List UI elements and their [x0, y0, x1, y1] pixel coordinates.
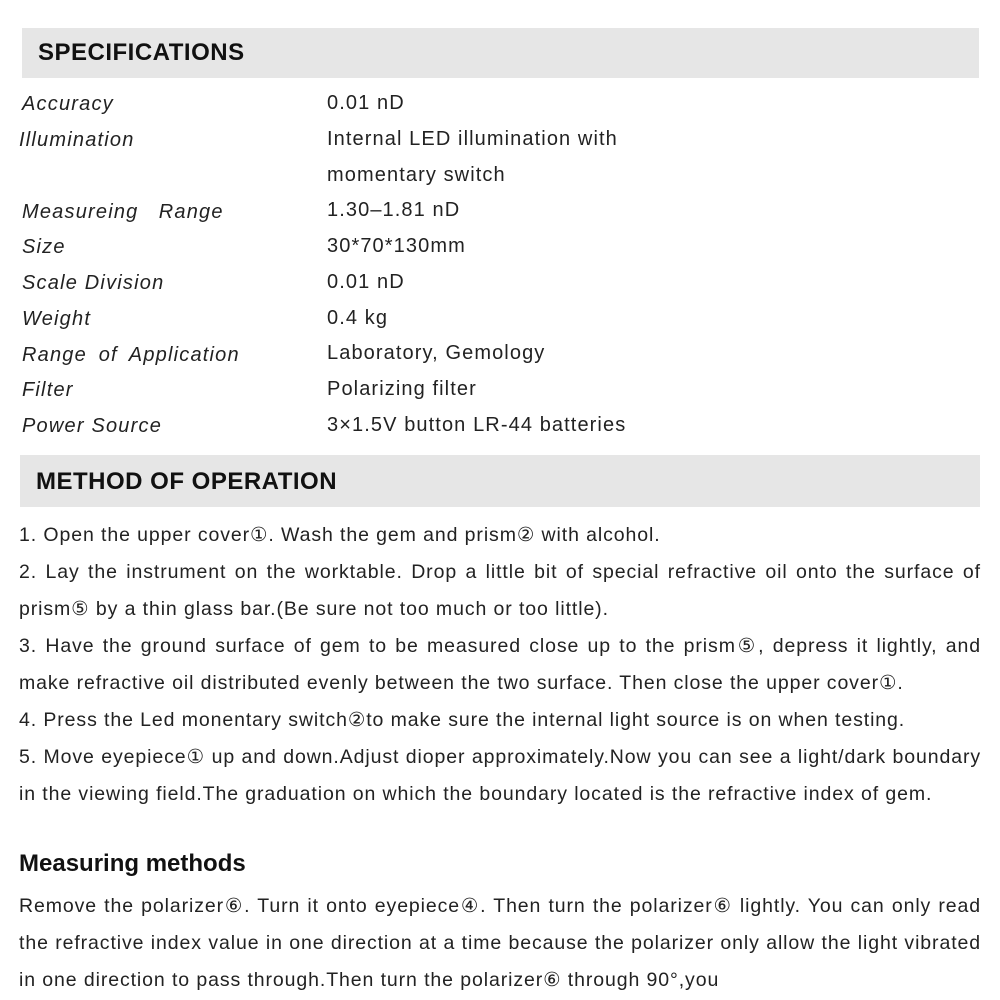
spec-value-accuracy: 0.01 nD [327, 92, 405, 114]
operation-step-2: 2. Lay the instrument on the worktable. Drop a little bit of special refractive oil onto the surface of prism⑤ by a thin glass bar.(Be sure not too much or too little). [19, 561, 981, 620]
operation-step-3: 3. Have the ground surface of gem to be measured close up to the prism⑤, depress it lightly, and make refractive oil distributed evenly between the two surface. Then close the upper cover①. [19, 635, 981, 694]
operation-step-5: 5. Move eyepiece① up and down.Adjust dioper approximately.Now you can see a light/dark boundary in the viewing field.The graduation on which the boundary located is the refractive index of gem. [19, 746, 981, 805]
specifications-header [22, 28, 979, 78]
spec-value-range-of-application: Laboratory, Gemology [327, 342, 546, 364]
spec-label-range-of-application: Range of Application [22, 344, 240, 366]
operation-step-1: 1. Open the upper cover①. Wash the gem and prism② with alcohol. [19, 524, 661, 546]
spec-label-size: Size [22, 236, 66, 258]
spec-label-weight: Weight [22, 308, 92, 330]
measuring-methods-title: Measuring methods [19, 850, 246, 877]
spec-value-power-source: 3×1.5V button LR-44 batteries [327, 414, 627, 436]
spec-value-illumination: Internal LED illumination with [327, 128, 618, 150]
spec-value-size: 30*70*130mm [327, 235, 466, 257]
specifications-title: SPECIFICATIONS [38, 39, 245, 66]
spec-value-filter: Polarizing filter [327, 378, 477, 400]
spec-value-illumination-line2: momentary switch [327, 164, 506, 186]
measuring-methods-text: Remove the polarizer⑥. Turn it onto eyepiece④. Then turn the polarizer⑥ lightly. You can only read the refractive index value in one direction at a time because the polarizer only allow the light vibrated in one direction to pass through.Then turn the polarizer⑥ through 90°,you [19, 895, 981, 991]
spec-value-scale-division: 0.01 nD [327, 271, 405, 293]
spec-label-scale-division: Scale Division [22, 272, 165, 294]
method-of-operation-header [20, 455, 980, 507]
spec-label-filter: Filter [22, 379, 74, 401]
spec-label-power-source: Power Source [22, 415, 163, 437]
operation-step-4: 4. Press the Led monentary switch②to make sure the internal light source is on when testing. [19, 709, 906, 731]
spec-value-measuring-range: 1.30–1.81 nD [327, 199, 461, 221]
spec-value-weight: 0.4 kg [327, 307, 389, 329]
spec-label-illumination: Illumination [19, 129, 135, 151]
spec-label-measuring-range: Measureing Range [22, 201, 224, 223]
spec-label-accuracy: Accuracy [22, 93, 114, 115]
method-of-operation-title: METHOD OF OPERATION [36, 468, 338, 495]
